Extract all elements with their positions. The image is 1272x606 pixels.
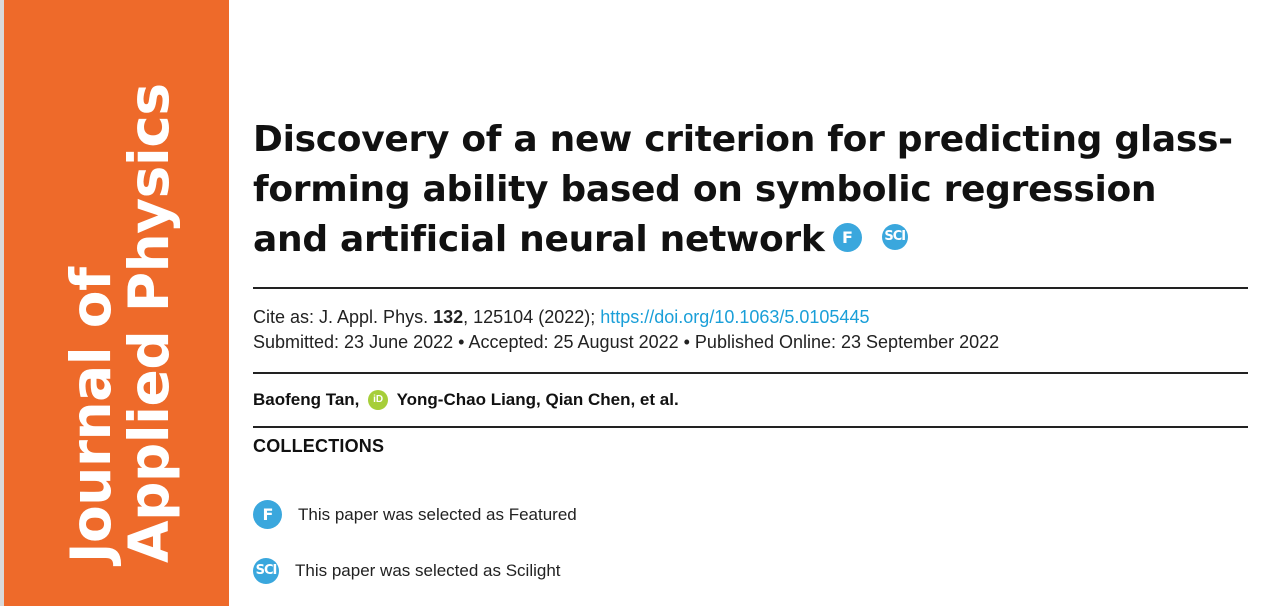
scilight-icon: SCI (253, 558, 279, 584)
cite-prefix: Cite as: J. Appl. Phys. (253, 307, 434, 327)
journal-name-line2: Applied Physics (117, 83, 181, 563)
scilight-icon[interactable]: SCI (882, 224, 908, 250)
author-list (253, 390, 679, 410)
article-title-text: Discovery of a new criterion for predicting glass-forming ability based on symbolic regression and artificial neural network (253, 119, 1233, 260)
cite-volume: 132 (433, 307, 464, 327)
article-title (253, 115, 1243, 265)
dates-line: Submitted: 23 June 2022 • Accepted: 25 August 2022 • Published Online: 23 September 2022 (253, 332, 1000, 352)
author-first[interactable]: Baofeng Tan, (253, 390, 360, 409)
orcid-icon[interactable]: iD (368, 390, 388, 410)
divider (253, 287, 1248, 289)
citation-block (253, 305, 999, 355)
divider (253, 426, 1248, 428)
collection-text: This paper was selected as Scilight (295, 561, 561, 580)
cite-line (253, 305, 999, 330)
collections-heading: COLLECTIONS (253, 436, 385, 456)
featured-icon: F (253, 500, 282, 529)
sidebar-edge (0, 0, 4, 606)
doi-link[interactable]: https://doi.org/10.1063/5.0105445 (600, 307, 870, 327)
featured-icon[interactable]: F (833, 223, 862, 252)
author-rest[interactable]: Yong-Chao Liang, Qian Chen, et al. (396, 390, 679, 409)
journal-name (59, 73, 182, 563)
collection-item-scilight[interactable] (253, 558, 561, 584)
journal-sidebar (0, 0, 229, 606)
divider (253, 372, 1248, 374)
journal-name-line1: Journal of (59, 267, 123, 563)
collection-item-featured[interactable] (253, 500, 577, 529)
cite-rest: , 125104 (2022); (463, 307, 601, 327)
collection-text: This paper was selected as Featured (298, 504, 577, 524)
